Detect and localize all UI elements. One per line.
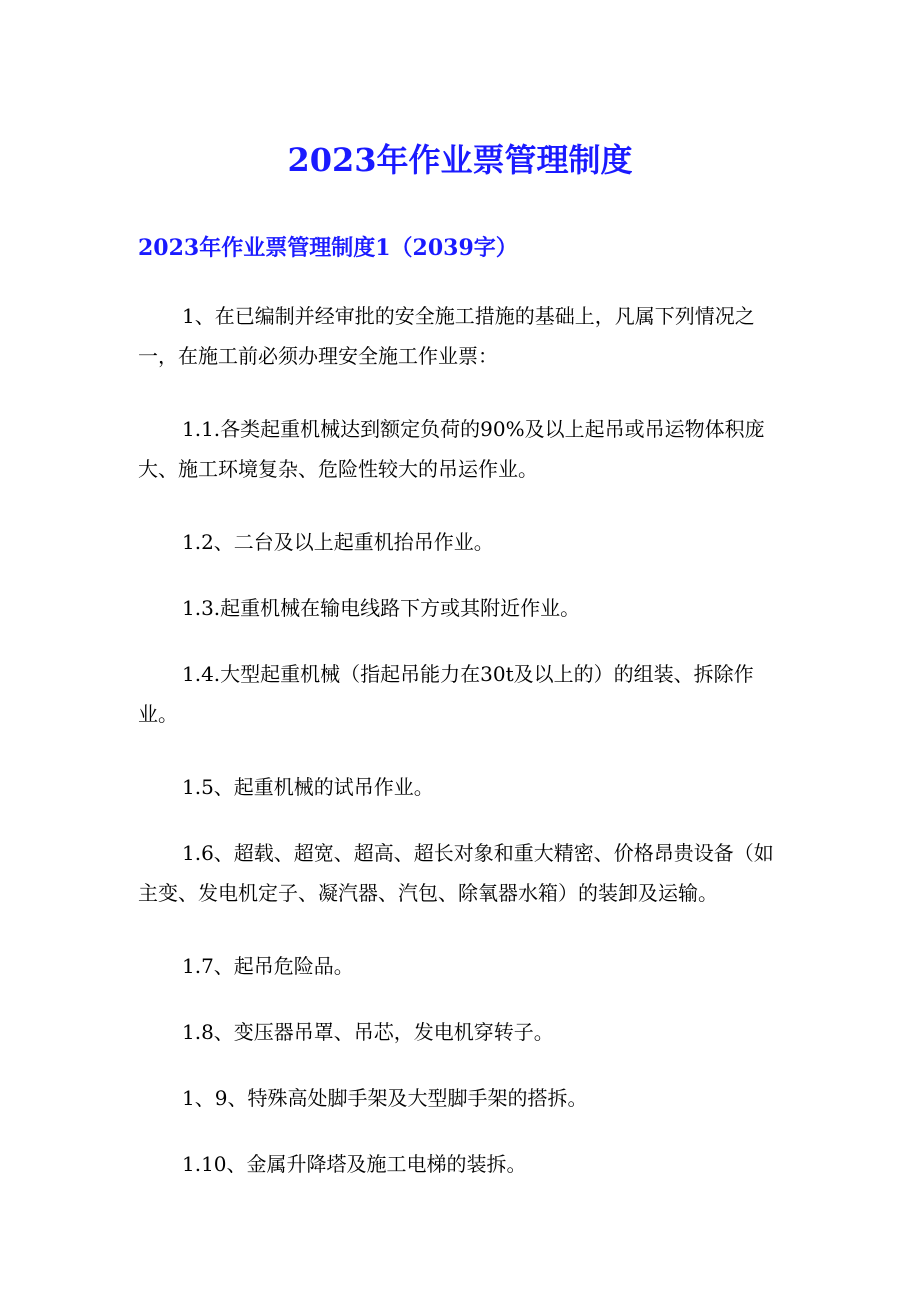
- section-heading: 2023年作业票管理制度1（2039字）: [138, 235, 518, 261]
- paragraph: 1.8、变压器吊罩、吊芯，发电机穿转子。: [182, 1020, 554, 1044]
- paragraph: 1、9、特殊高处脚手架及大型脚手架的搭拆。: [182, 1086, 588, 1110]
- paragraph: 1.2、二台及以上起重机抬吊作业。: [182, 530, 494, 554]
- paragraph: 1、在已编制并经审批的安全施工措施的基础上，凡属下列情况之一，在施工前必须办理安全施工作业票：: [138, 304, 755, 368]
- page-title: 2023年作业票管理制度: [287, 141, 633, 179]
- paragraph: 1.7、起吊危险品。: [182, 954, 354, 978]
- paragraph: 1.4.大型起重机械（指起吊能力在30t及以上的）的组装、拆除作业。: [138, 662, 754, 726]
- paragraph: 1.10、金属升降塔及施工电梯的装拆。: [182, 1152, 527, 1176]
- paragraph: 1.3.起重机械在输电线路下方或其附近作业。: [182, 596, 581, 620]
- paragraph: 1.5、起重机械的试吊作业。: [182, 775, 434, 799]
- paragraph: 1.1.各类起重机械达到额定负荷的90%及以上起吊或吊运物体积庞大、施工环境复杂、危险性较大的吊运作业。: [138, 417, 765, 481]
- paragraph: 1.6、超载、超宽、超高、超长对象和重大精密、价格昂贵设备（如主变、发电机定子、凝汽器、汽包、除氧器水箱）的装卸及运输。: [138, 841, 774, 905]
